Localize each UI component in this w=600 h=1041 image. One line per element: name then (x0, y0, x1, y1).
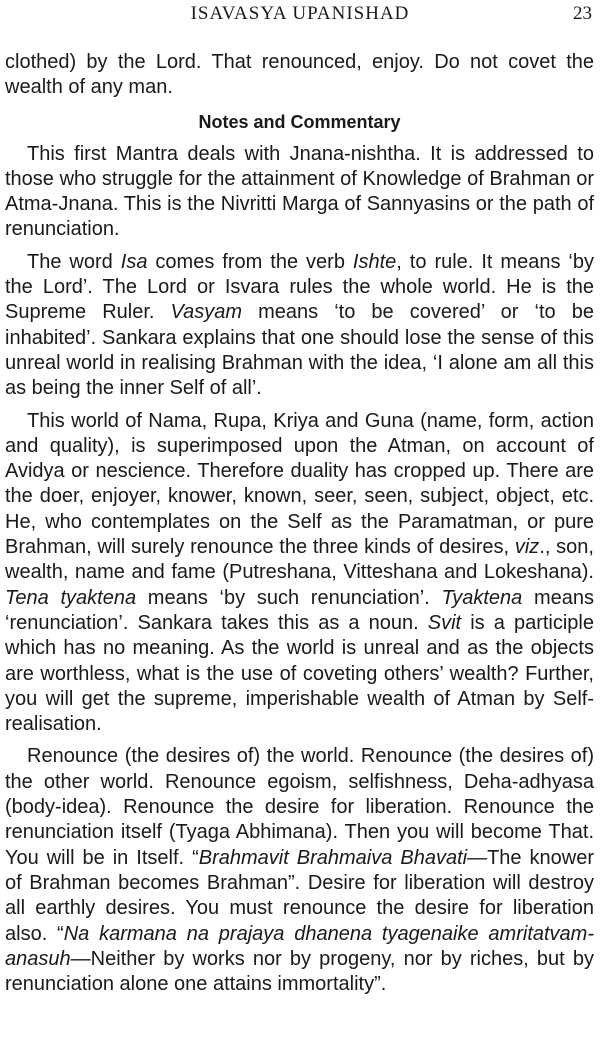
paragraph-4: Renounce (the desires of) the world. Renounce (the desires of) the other world. Renounce egoism, selfishness, Deha-adhyasa (body-idea). Renounce the desire for liberation. Renounce the renunciation itself (Tyaga Abhimana). Then you will become That. You will be in Itself. “Brahmavit Brahmaiva Bhavati—The knower of Brahman becomes Brahman”. Desire for liberation will destroy all earthly desires. You must renounce the desire for liberation also. “Na karmana na prajaya dhanena tyagenaike amritatvam-anasuh—Neither by works nor by progeny, nor by riches, but by renunciation alone one attains immortality”. (5, 745, 595, 996)
page-body (5, 50, 594, 1004)
page-number: 23 (573, 3, 592, 24)
section-heading: Notes and Commentary (198, 111, 401, 132)
continued-paragraph: clothed) by the Lord. That renounced, enjoy. Do not covet the wealth of any man. (5, 51, 594, 99)
running-head (0, 0, 600, 30)
paragraph-2: The word Isa comes from the verb Ishte, to rule. It means ‘by the Lord’. The Lord or Isvara rules the whole world. He is the Supreme Ruler. Vasyam means ‘to be covered’ or ‘to be inhabited’. Sankara explains that one should lose the sense of this unreal world in realising Brahman with the idea, ‘I alone am all this as being the inner Self of all’. (5, 250, 594, 400)
paragraph-1: This first Mantra deals with Jnana-nishtha. It is addressed to those who struggle for the attainment of Knowledge of Brahman or Atma-Jnana. This is the Nivritti Marga of Sannyasins or the path of renunciation. (5, 142, 594, 241)
running-title: ISAVASYA UPANISHAD (190, 3, 410, 24)
paragraph-3: This world of Nama, Rupa, Kriya and Guna (name, form, action and quality), is superimposed upon the Atman, on account of Avidya or nescience. Therefore duality has cropped up. There are the doer, enjoyer, knower, known, seer, seen, subject, object, etc. He, who contemplates on the Self as the Paramatman, or pure Brahman, will surely renounce the three kinds of desires, viz., son, wealth, name and fame (Putreshana, Vitteshana and Lokeshana). Tena tyaktena means ‘by such renunciation’. Tyaktena means ‘renunciation’. Sankara takes this as a noun. Svit is a participle which has no meaning. As the world is unreal and as the objects are worthless, what is the use of coveting others’ wealth? Further, you will get the supreme, imperishable wealth of Atman by Self-realisation. (5, 409, 594, 736)
